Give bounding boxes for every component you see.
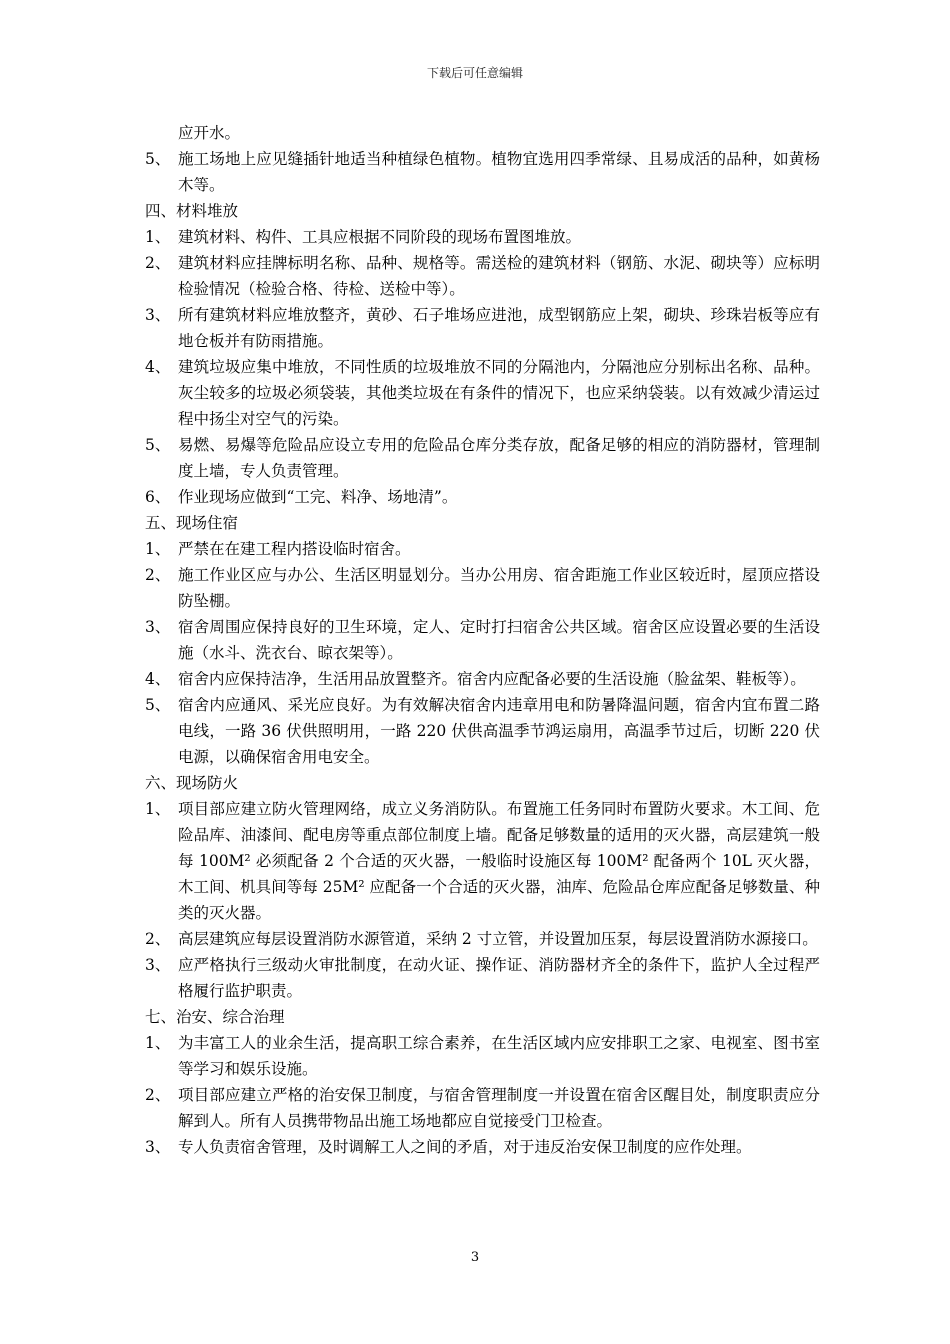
item-text: 专人负责宿舍管理，及时调解工人之间的矛盾，对于违反治安保卫制度的应作处理。	[178, 1138, 752, 1156]
document-body	[145, 120, 820, 1160]
list-item	[145, 952, 820, 1004]
list-item	[145, 1134, 820, 1160]
item-number: 2、	[145, 930, 171, 948]
item-text: 宿舍内应保持洁净，生活用品放置整齐。宿舍内应配备必要的生活设施（脸盆架、鞋板等）。	[178, 670, 806, 688]
item-number: 3、	[145, 956, 171, 974]
list-item	[145, 692, 820, 770]
section-title: 五、现场住宿	[145, 514, 239, 532]
item-number: 1、	[145, 540, 171, 558]
item-number: 2、	[145, 566, 171, 584]
list-item	[145, 146, 820, 198]
page-number: 3	[470, 1250, 480, 1265]
list-item	[145, 354, 820, 432]
item-text: 宿舍周围应保持良好的卫生环境，定人、定时打扫宿舍公共区域。宿舍区应设置必要的生活设施（水斗、洗衣台、晾衣架等）。	[178, 618, 820, 662]
list-item	[145, 432, 820, 484]
item-number: 2、	[145, 1086, 171, 1104]
item-number: 5、	[145, 436, 171, 454]
item-text: 严禁在在建工程内搭设临时宿舍。	[178, 540, 411, 558]
list-item	[145, 224, 820, 250]
list-item	[145, 536, 820, 562]
item-text: 项目部应建立严格的治安保卫制度，与宿舍管理制度一并设置在宿舍区醒目处，制度职责应分解到人。所有人员携带物品出施工场地都应自觉接受门卫检查。	[178, 1086, 820, 1130]
item-text: 建筑垃圾应集中堆放，不同性质的垃圾堆放不同的分隔池内，分隔池应分别标出名称、品种。灰尘较多的垃圾必须袋装，其他类垃圾在有条件的情况下，也应采纳袋装。以有效减少清运过程中扬尘对空气的污染。	[178, 358, 820, 428]
section-title: 七、治安、综合治理	[145, 1008, 285, 1026]
item-number: 1、	[145, 1034, 171, 1052]
item-text: 所有建筑材料应堆放整齐，黄砂、石子堆场应进池，成型钢筋应上架，砌块、珍珠岩板等应有地仓板并有防雨措施。	[178, 306, 820, 350]
list-item	[145, 1030, 820, 1082]
item-text: 宿舍内应通风、采光应良好。为有效解决宿舍内违章用电和防暑降温问题，宿舍内宜布置二路电线，一路 36 伏供照明用，一路 220 伏供高温季节鸿运扇用，高温季节过后，切断 220 伏电源，以确保宿舍用电安全。	[178, 696, 820, 766]
item-text: 易燃、易爆等危险品应设立专用的危险品仓库分类存放，配备足够的相应的消防器材，管理制度上墙，专人负责管理。	[178, 436, 820, 480]
section-title: 四、材料堆放	[145, 202, 239, 220]
list-item	[145, 666, 820, 692]
item-text: 建筑材料应挂牌标明名称、品种、规格等。需送检的建筑材料（钢筋、水泥、砌块等）应标明检验情况（检验合格、待检、送检中等）。	[178, 254, 820, 298]
list-item	[145, 250, 820, 302]
sections-container	[145, 198, 820, 1160]
item-number: 1、	[145, 800, 171, 818]
list-item	[145, 1082, 820, 1134]
item-text: 施工作业区应与办公、生活区明显划分。当办公用房、宿舍距施工作业区较近时，屋顶应搭设防坠棚。	[178, 566, 820, 610]
item-number: 6、	[145, 488, 171, 506]
list-item	[145, 796, 820, 926]
item-number: 4、	[145, 358, 171, 376]
item-text: 高层建筑应每层设置消防水源管道，采纳 2 寸立管，并设置加压泵，每层设置消防水源接口。	[178, 930, 818, 948]
list-item	[145, 302, 820, 354]
list-item	[145, 926, 820, 952]
item-number: 5、	[145, 696, 171, 714]
item-number: 3、	[145, 306, 171, 324]
list-item	[145, 562, 820, 614]
item-text: 施工场地上应见缝插针地适当种植绿色植物。植物宜选用四季常绿、且易成活的品种，如黄杨木等。	[178, 150, 820, 194]
list-item	[145, 614, 820, 666]
item-number: 4、	[145, 670, 171, 688]
item-number: 2、	[145, 254, 171, 272]
item-text: 建筑材料、构件、工具应根据不同阶段的现场布置图堆放。	[178, 228, 582, 246]
page-header: 下载后可任意编辑	[426, 66, 523, 80]
item-text: 作业现场应做到“工完、料净、场地清”。	[178, 488, 458, 506]
item-number: 1、	[145, 228, 171, 246]
item-text: 应严格执行三级动火审批制度，在动火证、操作证、消防器材齐全的条件下，监护人全过程严格履行监护职责。	[178, 956, 820, 1000]
item-text: 项目部应建立防火管理网络，成立义务消防队。布置施工任务同时布置防火要求。木工间、危险品库、油漆间、配电房等重点部位制度上墙。配备足够数量的适用的灭火器，高层建筑一般每 100M² 必须配备 2 个合适的灭火器，一般临时设施区每 100M² 配备两个 10L 灭火器，木工间、机具间等每 25M² 应配备一个合适的灭火器，油库、危险品仓库应配备足够数量、种类的灭火器。	[178, 800, 820, 922]
item-number: 3、	[145, 618, 171, 636]
continuation-line: 应开水。	[178, 124, 241, 142]
item-number: 3、	[145, 1138, 171, 1156]
section-title: 六、现场防火	[145, 774, 239, 792]
list-item	[145, 484, 820, 510]
item-text: 为丰富工人的业余生活，提高职工综合素养，在生活区域内应安排职工之家、电视室、图书室等学习和娱乐设施。	[178, 1034, 820, 1078]
item-number: 5、	[145, 150, 171, 168]
